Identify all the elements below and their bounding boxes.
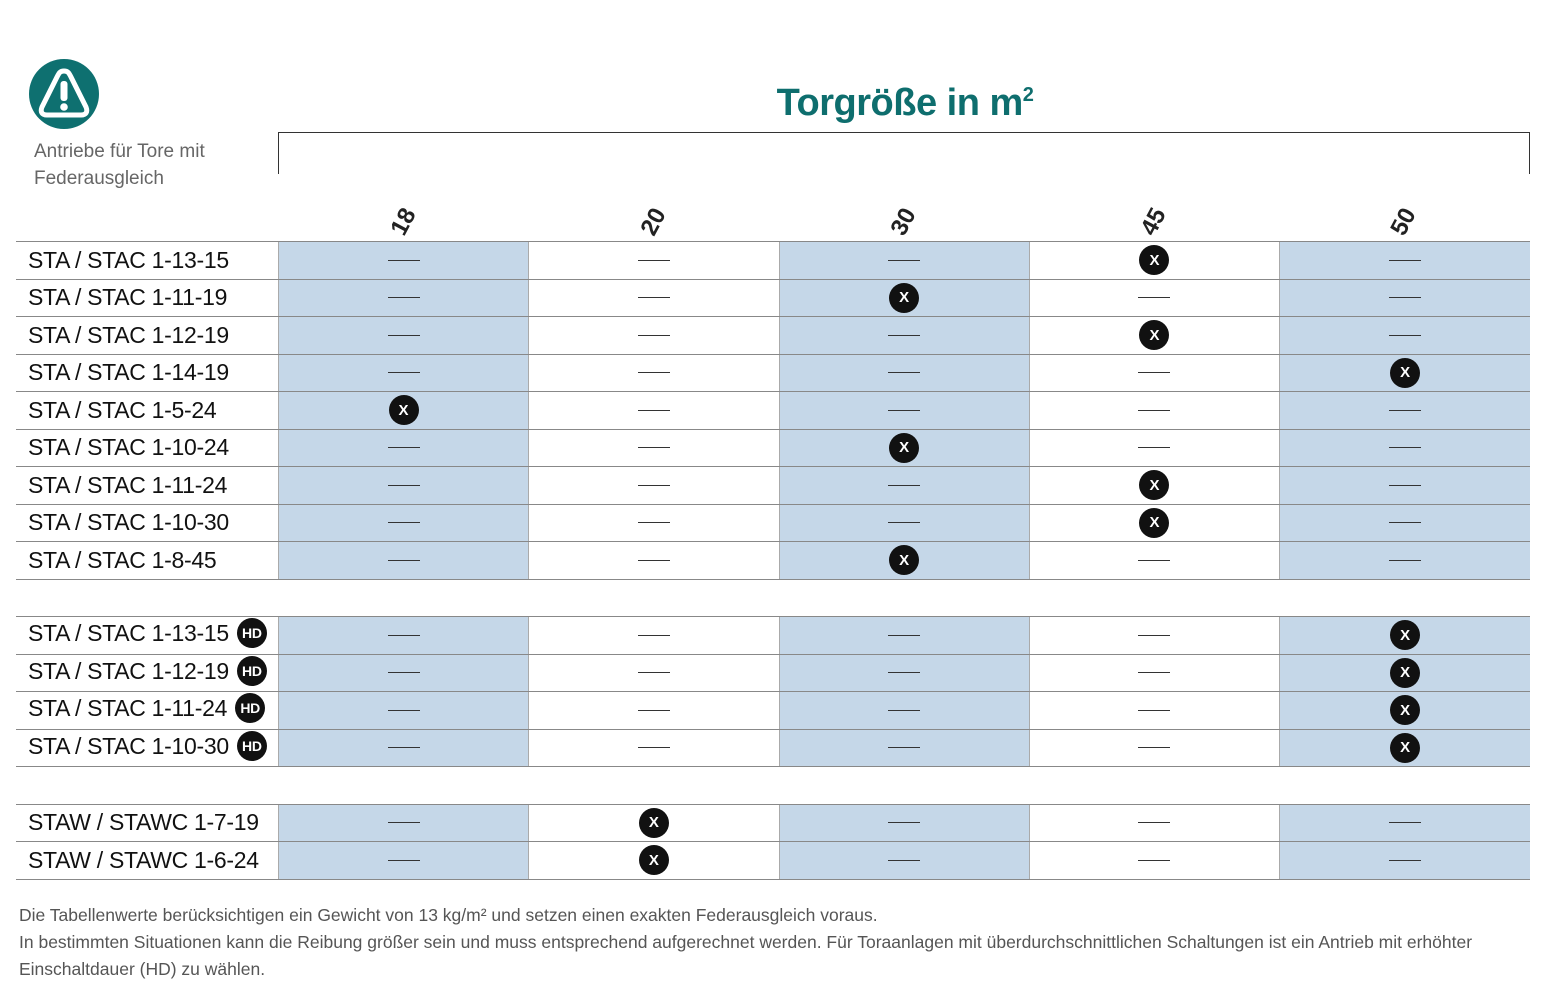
table-row: [16, 317, 1530, 355]
check-x-mark: X: [1139, 508, 1169, 538]
table-cell: [779, 242, 1029, 280]
table-cell: [1280, 542, 1530, 580]
dash-mark: [388, 447, 420, 448]
dash-mark: [388, 560, 420, 561]
row-label-text: STA / STAC 1-8-45: [28, 546, 217, 573]
dash-mark: [388, 372, 420, 373]
table-cell: [1280, 804, 1530, 842]
table-cell: [529, 279, 779, 317]
column-label-45: 45: [1135, 203, 1172, 240]
check-x-mark: X: [1390, 695, 1420, 725]
dash-mark: [888, 522, 920, 523]
check-x-mark: X: [1390, 733, 1420, 763]
table-cell: [779, 279, 1029, 317]
table-cell: [1280, 654, 1530, 692]
table-cell: [1029, 242, 1279, 280]
table-cell: [529, 317, 779, 355]
row-label-text: STA / STAC 1-10-24: [28, 434, 229, 461]
table-cell: [529, 692, 779, 730]
table-cell: [1029, 392, 1279, 430]
row-label: [16, 692, 278, 730]
table-cell: [779, 654, 1029, 692]
header-bracket: [278, 132, 1530, 174]
table-cell: [278, 242, 528, 280]
table-cell: [1029, 504, 1279, 542]
dash-mark: [638, 710, 670, 711]
table-cell: [779, 842, 1029, 880]
table-row: [16, 504, 1530, 542]
dash-mark: [888, 672, 920, 673]
row-label: [16, 729, 278, 767]
dash-mark: [1389, 522, 1421, 523]
dash-mark: [638, 522, 670, 523]
dash-mark: [1389, 410, 1421, 411]
row-label: [16, 467, 278, 505]
table-cell: [278, 654, 528, 692]
table-cell: [1280, 242, 1530, 280]
table-cell: [278, 729, 528, 767]
table-cell: [529, 392, 779, 430]
row-label-text: STA / STAC 1-12-19: [28, 657, 229, 684]
table-cell: [779, 804, 1029, 842]
table-cell: [278, 279, 528, 317]
table-cell: [529, 804, 779, 842]
table-cell: [779, 729, 1029, 767]
table-row: [16, 392, 1530, 430]
table-cell: [529, 504, 779, 542]
dash-mark: [638, 335, 670, 336]
table-row: [16, 842, 1530, 880]
dash-mark: [888, 710, 920, 711]
table-cell: [1280, 429, 1530, 467]
footnote-line-2: In bestimmten Situationen kann die Reibung größer sein und muss entsprechend aufgerechnet werden. Für Toraanlagen mit überdurchschnittlichen Schaltungen ist ein Antrieb mit erhöhter Einschaltdauer (HD) zu wählen.: [19, 932, 1473, 979]
table-cell: [779, 429, 1029, 467]
table-row: [16, 429, 1530, 467]
table-cell: [1029, 542, 1279, 580]
dash-mark: [1389, 560, 1421, 561]
table-cell: [779, 467, 1029, 505]
dash-mark: [1389, 447, 1421, 448]
dash-mark: [638, 635, 670, 636]
table-cell: [1029, 654, 1279, 692]
dash-mark: [1138, 447, 1170, 448]
table-cell: [529, 842, 779, 880]
dash-mark: [888, 260, 920, 261]
check-x-mark: X: [1390, 658, 1420, 688]
table-cell: [1280, 842, 1530, 880]
title-superscript: 2: [1022, 84, 1034, 106]
table-cell: [1029, 317, 1279, 355]
table-cell: [529, 467, 779, 505]
dash-mark: [638, 410, 670, 411]
table-cell: [1029, 804, 1279, 842]
row-label: [16, 804, 278, 842]
check-x-mark: X: [889, 283, 919, 313]
dash-mark: [638, 447, 670, 448]
table-cell: [1029, 467, 1279, 505]
row-label-text: STAW / STAWC 1-7-19: [28, 809, 259, 836]
dash-mark: [1138, 372, 1170, 373]
row-label-text: STA / STAC 1-10-30: [28, 509, 229, 536]
table-cell: [529, 729, 779, 767]
row-label-text: STAW / STAWC 1-6-24: [28, 846, 259, 873]
table-cell: [529, 429, 779, 467]
dash-mark: [888, 822, 920, 823]
table-cell: [278, 504, 528, 542]
dash-mark: [888, 635, 920, 636]
column-label-30: 30: [885, 203, 922, 240]
table-row: [16, 654, 1530, 692]
dash-mark: [888, 335, 920, 336]
dash-mark: [388, 485, 420, 486]
dash-mark: [638, 297, 670, 298]
table-cell: [278, 542, 528, 580]
hd-badge: HD: [235, 693, 265, 723]
dash-mark: [388, 672, 420, 673]
table-cell: [1280, 617, 1530, 655]
dash-mark: [1138, 410, 1170, 411]
dash-mark: [638, 485, 670, 486]
column-label-50: 50: [1385, 203, 1422, 240]
row-label-text: STA / STAC 1-11-24: [28, 471, 228, 498]
table-row: [16, 354, 1530, 392]
title-text: Torgröße in m: [776, 82, 1023, 124]
dash-mark: [1138, 860, 1170, 861]
row-label: [16, 542, 278, 580]
table-cell: [529, 242, 779, 280]
row-label-text: STA / STAC 1-14-19: [28, 359, 229, 386]
row-label-text: STA / STAC 1-13-15: [28, 246, 229, 273]
table-cell: [1029, 354, 1279, 392]
dash-mark: [1389, 822, 1421, 823]
table-cell: [1280, 317, 1530, 355]
row-label: [16, 317, 278, 355]
dash-mark: [638, 672, 670, 673]
compatibility-table: [16, 241, 1530, 880]
check-x-mark: X: [889, 545, 919, 575]
row-label: [16, 392, 278, 430]
page-title: [660, 82, 1150, 125]
row-label-text: STA / STAC 1-10-30: [28, 732, 229, 759]
table-row: [16, 467, 1530, 505]
footnote: [19, 902, 1519, 983]
row-label-text: STA / STAC 1-12-19: [28, 321, 229, 348]
table-cell: [278, 617, 528, 655]
dash-mark: [388, 635, 420, 636]
dash-mark: [1138, 672, 1170, 673]
check-x-mark: X: [1139, 470, 1169, 500]
check-x-mark: X: [1139, 245, 1169, 275]
dash-mark: [1138, 710, 1170, 711]
table-cell: [278, 842, 528, 880]
row-label: [16, 354, 278, 392]
table-cell: [278, 392, 528, 430]
dash-mark: [388, 335, 420, 336]
dash-mark: [388, 522, 420, 523]
table-cell: [278, 317, 528, 355]
table-cell: [1280, 354, 1530, 392]
table-cell: [278, 692, 528, 730]
dash-mark: [388, 860, 420, 861]
table-cell: [779, 354, 1029, 392]
dash-mark: [1138, 822, 1170, 823]
dash-mark: [888, 860, 920, 861]
side-note: Antriebe für Tore mit Federausgleich: [34, 141, 205, 189]
row-label-text: STA / STAC 1-11-24: [28, 695, 228, 722]
table-cell: [529, 654, 779, 692]
check-x-mark: X: [639, 808, 669, 838]
table-cell: [1280, 467, 1530, 505]
group-spacer: [16, 579, 1530, 617]
dash-mark: [638, 560, 670, 561]
dash-mark: [1389, 335, 1421, 336]
table-cell: [278, 429, 528, 467]
row-label: [16, 279, 278, 317]
check-x-mark: X: [1390, 620, 1420, 650]
table-cell: [529, 542, 779, 580]
table-row: [16, 242, 1530, 280]
table-cell: [529, 617, 779, 655]
dash-mark: [1138, 297, 1170, 298]
table-cell: [278, 467, 528, 505]
table-row: [16, 542, 1530, 580]
check-x-mark: X: [1390, 358, 1420, 388]
table-body: [16, 242, 1530, 880]
row-label: [16, 617, 278, 655]
table-cell: [1029, 729, 1279, 767]
row-label: [16, 504, 278, 542]
row-label: [16, 429, 278, 467]
table-cell: [278, 804, 528, 842]
table-cell: [529, 354, 779, 392]
dash-mark: [888, 410, 920, 411]
dash-mark: [1389, 860, 1421, 861]
row-label-text: STA / STAC 1-13-15: [28, 620, 229, 647]
dash-mark: [388, 260, 420, 261]
table-row: [16, 279, 1530, 317]
column-label-20: 20: [635, 203, 672, 240]
warning-icon: [29, 59, 99, 129]
table-row: [16, 729, 1530, 767]
dash-mark: [1389, 297, 1421, 298]
table-cell: [779, 617, 1029, 655]
table-cell: [1029, 429, 1279, 467]
check-x-mark: X: [1139, 320, 1169, 350]
dash-mark: [888, 747, 920, 748]
table-cell: [1029, 617, 1279, 655]
table-cell: [779, 392, 1029, 430]
row-label-text: STA / STAC 1-11-19: [28, 284, 228, 311]
footnote-line-1: Die Tabellenwerte berücksichtigen ein Gewicht von 13 kg/m² und setzen einen exakten Federausgleich voraus.: [19, 905, 878, 925]
dash-mark: [888, 485, 920, 486]
row-label: [16, 242, 278, 280]
table-cell: [1029, 842, 1279, 880]
dash-mark: [1138, 635, 1170, 636]
table-cell: [1029, 692, 1279, 730]
dash-mark: [388, 710, 420, 711]
check-x-mark: X: [639, 845, 669, 875]
dash-mark: [388, 822, 420, 823]
dash-mark: [1138, 560, 1170, 561]
table-cell: [779, 542, 1029, 580]
dash-mark: [1389, 485, 1421, 486]
table-cell: [1280, 692, 1530, 730]
check-x-mark: X: [889, 433, 919, 463]
table-row: [16, 617, 1530, 655]
dash-mark: [888, 372, 920, 373]
row-label: [16, 654, 278, 692]
dash-mark: [1138, 747, 1170, 748]
hd-badge: HD: [237, 656, 267, 686]
table-cell: [1280, 729, 1530, 767]
check-x-mark: X: [389, 395, 419, 425]
dash-mark: [1389, 260, 1421, 261]
row-label-text: STA / STAC 1-5-24: [28, 396, 217, 423]
table-cell: [779, 504, 1029, 542]
hd-badge: HD: [237, 731, 267, 761]
dash-mark: [638, 747, 670, 748]
hd-badge: HD: [237, 618, 267, 648]
table-cell: [1029, 279, 1279, 317]
dash-mark: [638, 260, 670, 261]
table-cell: [779, 692, 1029, 730]
dash-mark: [388, 747, 420, 748]
column-label-18: 18: [385, 203, 422, 240]
dash-mark: [638, 372, 670, 373]
table-cell: [1280, 504, 1530, 542]
table-row: [16, 804, 1530, 842]
dash-mark: [388, 297, 420, 298]
table-cell: [1280, 392, 1530, 430]
table-cell: [1280, 279, 1530, 317]
table-cell: [779, 317, 1029, 355]
group-spacer: [16, 767, 1530, 805]
row-label: [16, 842, 278, 880]
table-cell: [278, 354, 528, 392]
table-row: [16, 692, 1530, 730]
